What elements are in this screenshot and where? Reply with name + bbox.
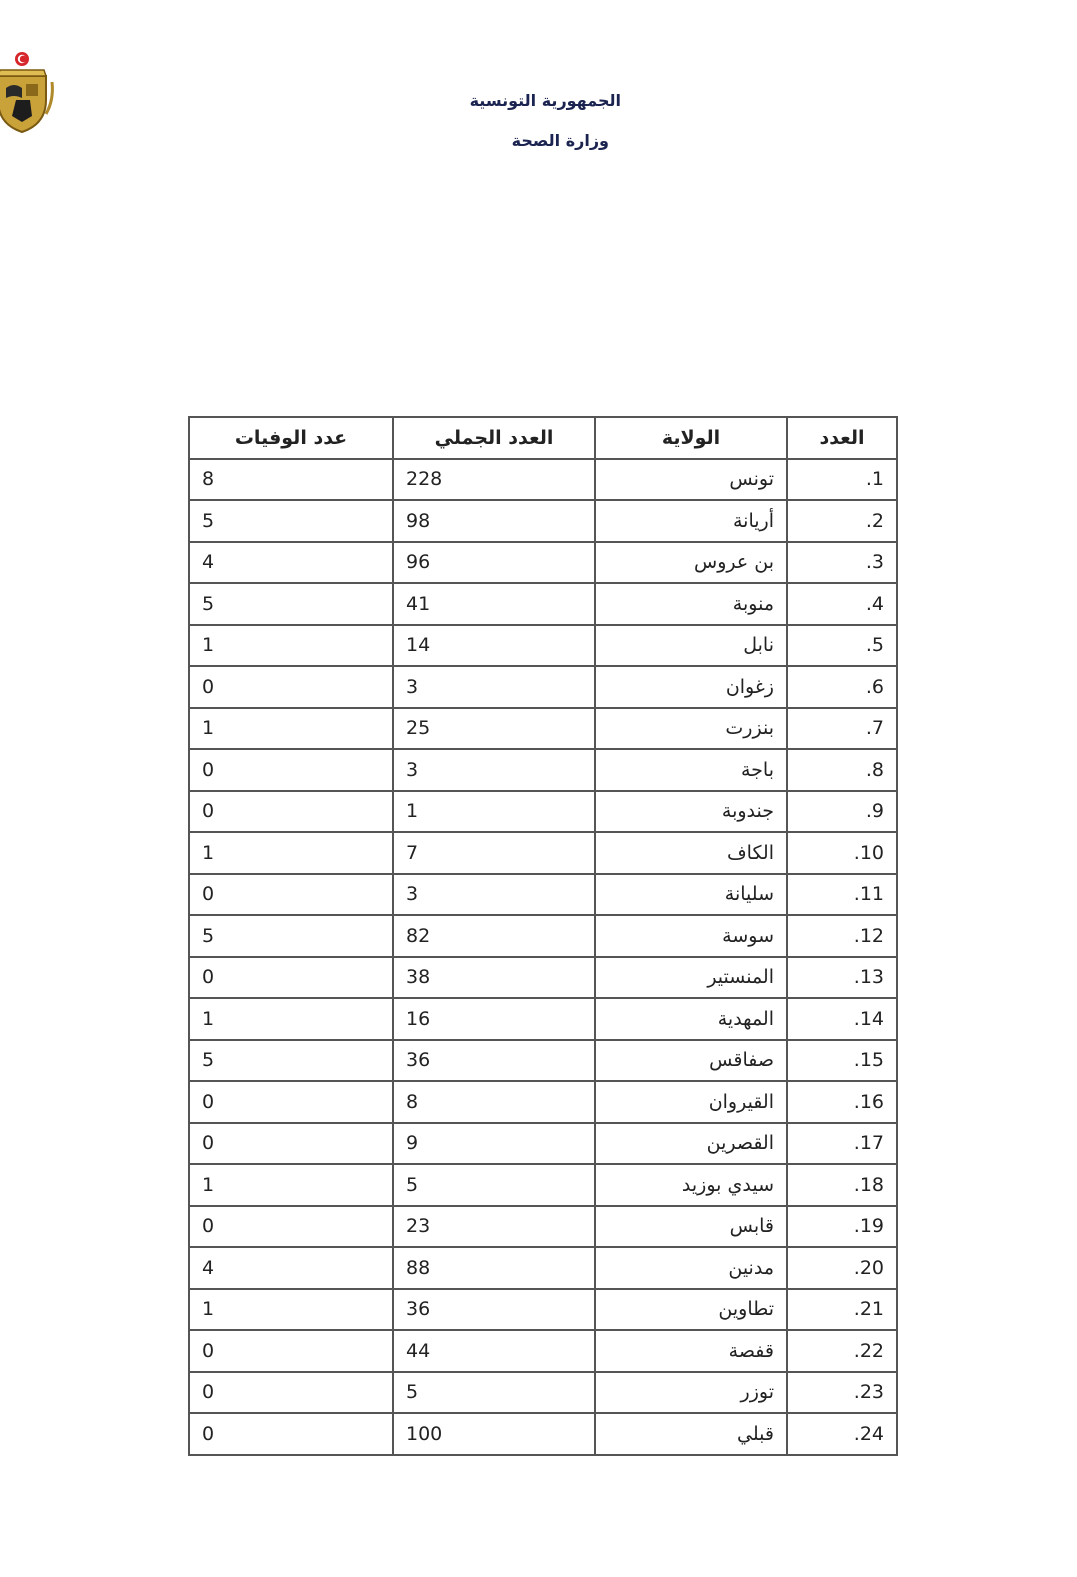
death-count: 1 (189, 625, 393, 667)
table-row (189, 708, 897, 750)
table-row (189, 625, 897, 667)
governorate-name: تطاوين (595, 1289, 787, 1331)
total-cases: 1 (393, 791, 595, 833)
row-number: 18. (787, 1164, 897, 1206)
table-row (189, 998, 897, 1040)
death-count: 4 (189, 542, 393, 584)
death-count: 0 (189, 1372, 393, 1414)
death-count: 0 (189, 666, 393, 708)
total-cases: 5 (393, 1164, 595, 1206)
table-row (189, 749, 897, 791)
row-number: 10. (787, 832, 897, 874)
row-number: 23. (787, 1372, 897, 1414)
table-row (189, 1206, 897, 1248)
death-count: 5 (189, 915, 393, 957)
death-count: 1 (189, 1289, 393, 1331)
total-cases: 82 (393, 915, 595, 957)
governorate-name: جندوبة (595, 791, 787, 833)
total-cases: 228 (393, 459, 595, 501)
total-cases: 14 (393, 625, 595, 667)
row-number: 22. (787, 1330, 897, 1372)
table-row (189, 583, 897, 625)
governorate-name: المهدية (595, 998, 787, 1040)
row-number: 13. (787, 957, 897, 999)
death-count: 5 (189, 500, 393, 542)
death-count: 0 (189, 749, 393, 791)
column-header-total: العدد الجملي (393, 417, 595, 459)
death-count: 5 (189, 1040, 393, 1082)
death-count: 4 (189, 1247, 393, 1289)
row-number: 11. (787, 874, 897, 916)
column-header-number: العدد (787, 417, 897, 459)
total-cases: 9 (393, 1123, 595, 1165)
governorate-name: قابس (595, 1206, 787, 1248)
row-number: 14. (787, 998, 897, 1040)
death-count: 0 (189, 1123, 393, 1165)
table-row (189, 957, 897, 999)
death-count: 1 (189, 998, 393, 1040)
row-number: 15. (787, 1040, 897, 1082)
death-count: 0 (189, 791, 393, 833)
governorate-name: سليانة (595, 874, 787, 916)
total-cases: 23 (393, 1206, 595, 1248)
row-number: 7. (787, 708, 897, 750)
row-number: 12. (787, 915, 897, 957)
row-number: 19. (787, 1206, 897, 1248)
death-count: 0 (189, 957, 393, 999)
table-row (189, 791, 897, 833)
row-number: 24. (787, 1413, 897, 1455)
death-count: 1 (189, 1164, 393, 1206)
total-cases: 5 (393, 1372, 595, 1414)
total-cases: 16 (393, 998, 595, 1040)
death-count: 8 (189, 459, 393, 501)
table-row (189, 459, 897, 501)
total-cases: 100 (393, 1413, 595, 1455)
governorate-name: بنزرت (595, 708, 787, 750)
death-count: 5 (189, 583, 393, 625)
governorate-name: منوبة (595, 583, 787, 625)
row-number: 5. (787, 625, 897, 667)
row-number: 16. (787, 1081, 897, 1123)
row-number: 8. (787, 749, 897, 791)
document-header (0, 88, 1077, 168)
governorate-name: تونس (595, 459, 787, 501)
total-cases: 38 (393, 957, 595, 999)
governorate-cases-table (188, 416, 898, 1456)
row-number: 4. (787, 583, 897, 625)
table-row (189, 1040, 897, 1082)
total-cases: 88 (393, 1247, 595, 1289)
row-number: 3. (787, 542, 897, 584)
table-row (189, 1081, 897, 1123)
total-cases: 3 (393, 749, 595, 791)
governorate-name: الكاف (595, 832, 787, 874)
governorate-name: سوسة (595, 915, 787, 957)
governorate-name: بن عروس (595, 542, 787, 584)
total-cases: 7 (393, 832, 595, 874)
table-row (189, 542, 897, 584)
table-row (189, 1164, 897, 1206)
total-cases: 36 (393, 1040, 595, 1082)
row-number: 21. (787, 1289, 897, 1331)
governorate-name: زغوان (595, 666, 787, 708)
death-count: 0 (189, 1413, 393, 1455)
table-row (189, 1372, 897, 1414)
row-number: 2. (787, 500, 897, 542)
total-cases: 41 (393, 583, 595, 625)
governorate-name: أريانة (595, 500, 787, 542)
death-count: 0 (189, 874, 393, 916)
table-row (189, 1289, 897, 1331)
governorate-name: صفاقس (595, 1040, 787, 1082)
row-number: 1. (787, 459, 897, 501)
total-cases: 36 (393, 1289, 595, 1331)
governorate-name: باجة (595, 749, 787, 791)
ministry-name: وزارة الصحة (511, 131, 609, 150)
total-cases: 3 (393, 874, 595, 916)
governorate-name: القيروان (595, 1081, 787, 1123)
column-header-deaths: عدد الوفيات (189, 417, 393, 459)
table-row (189, 1123, 897, 1165)
death-count: 1 (189, 708, 393, 750)
total-cases: 8 (393, 1081, 595, 1123)
row-number: 20. (787, 1247, 897, 1289)
governorate-name: قبلي (595, 1413, 787, 1455)
total-cases: 25 (393, 708, 595, 750)
governorate-name: القصرين (595, 1123, 787, 1165)
death-count: 0 (189, 1330, 393, 1372)
total-cases: 98 (393, 500, 595, 542)
death-count: 1 (189, 832, 393, 874)
table-row (189, 874, 897, 916)
governorate-name: نابل (595, 625, 787, 667)
table-row (189, 1247, 897, 1289)
death-count: 0 (189, 1081, 393, 1123)
governorate-name: سيدي بوزيد (595, 1164, 787, 1206)
table-row (189, 1330, 897, 1372)
table-header-row (189, 417, 897, 459)
total-cases: 96 (393, 542, 595, 584)
row-number: 17. (787, 1123, 897, 1165)
row-number: 9. (787, 791, 897, 833)
table-row (189, 666, 897, 708)
governorate-name: قفصة (595, 1330, 787, 1372)
total-cases: 44 (393, 1330, 595, 1372)
governorate-name: المنستير (595, 957, 787, 999)
death-count: 0 (189, 1206, 393, 1248)
column-header-governorate: الولاية (595, 417, 787, 459)
table-row (189, 1413, 897, 1455)
table-row (189, 915, 897, 957)
governorate-name: مدنين (595, 1247, 787, 1289)
total-cases: 3 (393, 666, 595, 708)
table-row (189, 832, 897, 874)
row-number: 6. (787, 666, 897, 708)
country-name: الجمهورية التونسية (469, 91, 621, 110)
governorate-name: توزر (595, 1372, 787, 1414)
table-row (189, 500, 897, 542)
